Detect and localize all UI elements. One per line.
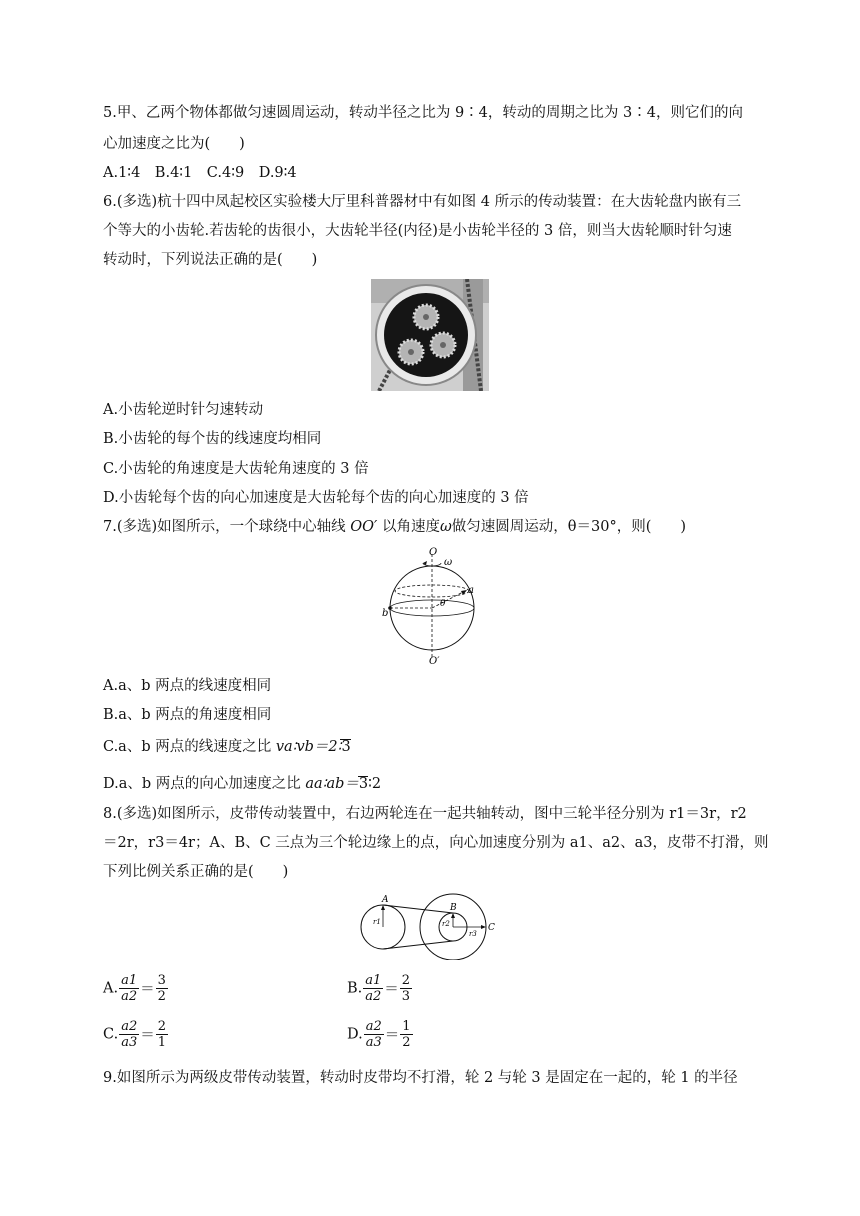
fig-label-o: O (429, 547, 438, 558)
q5-options: A.1∶4 B.4∶1 C.4∶9 D.9∶4 (103, 165, 297, 181)
option-label: B. (347, 980, 363, 997)
q5-line-2: 心加速度之比为( ) (103, 136, 245, 152)
q8-option-c (103, 1019, 169, 1050)
frac-den: 3 (401, 989, 411, 1004)
sqrt-three: 3 (358, 776, 369, 792)
frac-num: 2 (401, 973, 411, 988)
equals: ＝ (140, 1028, 155, 1044)
frac-num: a2 (365, 1019, 382, 1034)
frac-den: 1 (157, 1035, 166, 1050)
q7-omega: ω (439, 519, 452, 535)
q8-line-2: ＝2r，r3＝4r；A、B、C 三点为三个轮边缘上的点，向心加速度分别为 a1、a2、a3，皮带不打滑，则 (103, 835, 769, 851)
q9-line-1: 9.如图所示为两级皮带传动装置，转动时皮带均不打滑，轮 2 与轮 3 是固定在一起的，轮 1 的半径 (103, 1070, 738, 1086)
option-label: C. (103, 1026, 119, 1043)
gear-photo (371, 279, 489, 391)
q6-option-a: A.小齿轮逆时针匀速转动 (103, 402, 264, 418)
frac-den: a2 (121, 989, 138, 1004)
q8-line-3: 下列比例关系正确的是( ) (103, 864, 289, 880)
fig-label-b: b (382, 608, 389, 619)
q6-option-d: D.小齿轮每个齿的向心加速度是大齿轮每个齿的向心加速度的 3 倍 (103, 490, 529, 506)
q7-option-c-expr: va∶vb＝2∶ (275, 739, 342, 755)
sqrt-three: 3 (341, 739, 351, 755)
fig-label-a: a (468, 585, 474, 596)
q6-line-2: 个等大的小齿轮.若齿轮的齿很小，大齿轮半径(内径)是小齿轮半径的 3 倍，则当大齿轮顺时针匀速 (103, 223, 732, 239)
q6-line-1: 6.(多选)杭十四中凤起校区实验楼大厅里科普器材中有如图 4 所示的传动装置：在大齿轮盘内嵌有三 (103, 194, 742, 210)
equals: ＝ (384, 1028, 400, 1044)
q6-line-3: 转动时，下列说法正确的是( ) (103, 252, 318, 268)
q7-option-d-text: D.a、b 两点的向心加速度之比 (103, 776, 306, 792)
q7-option-b: B.a、b 两点的角速度相同 (103, 707, 272, 723)
q7-option-d (103, 774, 381, 794)
fig-label-C: C (488, 923, 495, 933)
fig-label-o-prime: O′ (429, 656, 440, 666)
fig-label-A: A (382, 895, 389, 905)
fig-label-omega: ω (444, 557, 453, 568)
fig-label-B: B (450, 903, 457, 913)
q7-stem-mid: 以角速度 (377, 519, 440, 535)
option-label: A. (103, 980, 119, 997)
q7-axis-label: OO′ (350, 519, 378, 535)
q6-option-c: C.小齿轮的角速度是大齿轮角速度的 3 倍 (103, 461, 369, 477)
frac-num: a1 (365, 973, 382, 988)
q8-option-a (103, 973, 169, 1004)
q7-option-c-text: C.a、b 两点的线速度之比 (103, 739, 276, 755)
q8-option-d (347, 1019, 414, 1050)
q5-line-1: 5.甲、乙两个物体都做匀速圆周运动，转动半径之比为 9∶4，转动的周期之比为 3∶4，则它们的向 (103, 105, 743, 121)
q7-stem (103, 517, 686, 537)
frac-den: 2 (402, 1035, 411, 1050)
frac-den: a2 (365, 989, 382, 1004)
q7-option-d-expr: aa∶ab＝ (305, 776, 359, 792)
q7-option-d-post: ∶2 (368, 776, 382, 792)
q7-option-c (103, 737, 351, 757)
frac-den: 2 (157, 989, 166, 1004)
q7-option-a: A.a、b 两点的线速度相同 (103, 678, 272, 694)
q6-option-b: B.小齿轮的每个齿的线速度均相同 (103, 431, 322, 447)
frac-num: 2 (157, 1019, 166, 1034)
frac-num: a2 (121, 1019, 138, 1034)
q7-stem-suffix: 做匀速圆周运动，θ＝30°，则( ) (451, 519, 687, 535)
fig-label-r3: r3 (469, 930, 477, 938)
frac-den: a3 (365, 1035, 382, 1050)
frac-num: 1 (402, 1019, 411, 1034)
fig-label-theta: θ (440, 599, 446, 609)
option-label: D. (347, 1026, 363, 1043)
belt-drive-figure (360, 892, 505, 960)
q7-stem-prefix: 7.(多选)如图所示，一个球绕中心轴线 (103, 519, 351, 535)
q8-option-b (347, 973, 413, 1004)
fig-label-r1: r1 (373, 918, 381, 926)
sphere-figure (378, 546, 482, 666)
q8-line-1: 8.(多选)如图所示，皮带传动装置中，右边两轮连在一起共轴转动，图中三轮半径分别为 r1＝3r，r2 (103, 806, 747, 822)
equals: ＝ (384, 982, 399, 998)
frac-den: a3 (121, 1035, 138, 1050)
fig-label-r2: r2 (442, 920, 450, 928)
frac-num: a1 (121, 973, 138, 988)
equals: ＝ (140, 982, 155, 998)
frac-num: 3 (157, 973, 166, 988)
